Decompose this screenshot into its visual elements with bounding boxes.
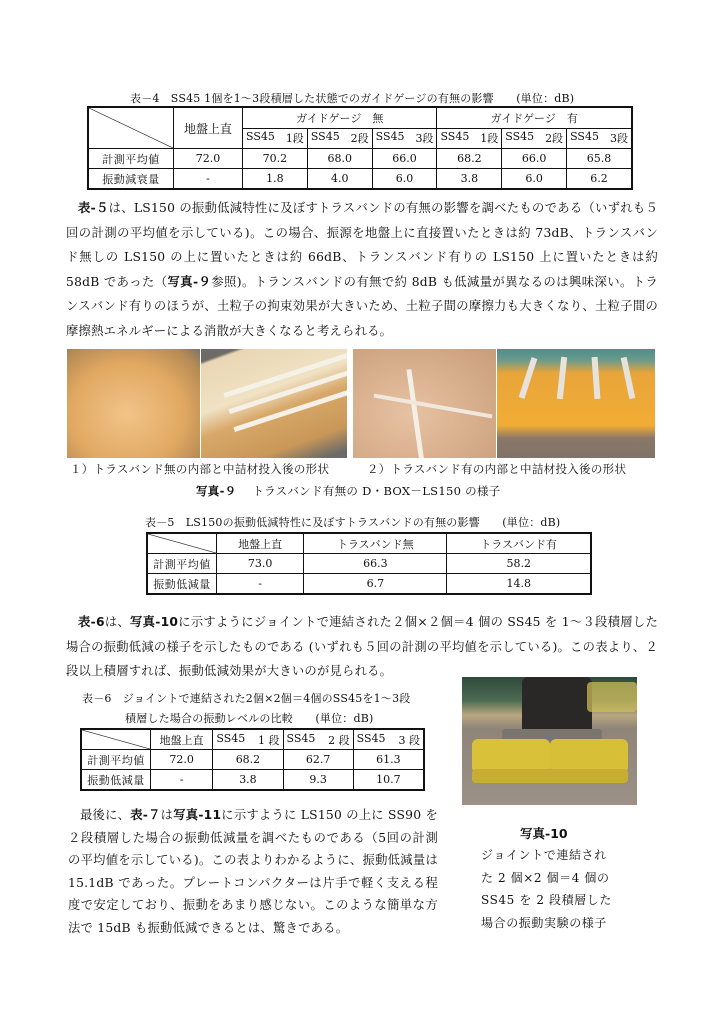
photo9-image-3 [353, 349, 496, 458]
photo9-caption: 写真-９ トラスバンド有無の D・BOX－LS150 の様子 [196, 484, 501, 498]
table4-subheader: SS45 2段 [307, 128, 372, 149]
paragraph-table7-discussion: 最後に、表-７は写真-11に示すように LS150 の上に SS90 を２段積層した場合の振動低減量を調べたものである（5回の計測の平均値を示している)。この表よりわかるように、振動低減量は 15.1dB であった。プレートコンパクターは片手で軽く支える程度で安定しており、振動をあまり感じない。このような簡単な方法で 15dB も振動低減できるとは、驚きである。 [68, 808, 438, 935]
photo10-label: 写真-10 [520, 826, 568, 841]
photo9-subcaption-1: １）トラスバンド無の内部と中詰材投入後の形状 [70, 462, 330, 476]
photo10-description: ジョイントで連結され た 2 個×2 個＝4 個の SS45 を 2 段積層した 場合の振動実験の様子 [481, 848, 612, 930]
table-row: 計測平均値 73.0 66.3 58.2 [147, 554, 591, 574]
ref-table7: 表-７ [130, 808, 161, 822]
photo10-image [462, 677, 637, 805]
table4 [87, 106, 633, 190]
table4-subheader: SS45 2段 [502, 128, 567, 149]
photo9-label: 写真-９ [196, 484, 237, 498]
table4-header-without: ガイドゲージ 無 [243, 107, 437, 128]
paragraph-table5-discussion: 表-５は、LS150 の振動低減特性に及ぼすトラスバンドの有無の影響を調べたものである（いずれも５回の計測の平均値を示している)。この場合、振源を地盤上に直接置いたときは約 73dB、トランスバンド無しの LS150 の上に置いたときは約 66dB、トランスバンド有りの LS150 上に置いたときは約 58dB であった（写真-９参照)。トランスバンドの有無で約 8dB も低減量が異なるのは興味深い。トランスバンド有りのほうが、土粒子の拘束効果が大きいため、土粒子間の摩擦力も大きくなり、土粒子間の摩擦熱エネルギーによる消散が大きくなると考えられる。 [66, 201, 659, 338]
table6-caption-line2: 積層した場合の振動レベルの比較 (単位：dB) [125, 712, 374, 725]
table4-header-with: ガイドゲージ 有 [437, 107, 632, 128]
table-row: 計測平均値 72.0 68.2 62.7 61.3 [81, 750, 424, 770]
table4-caption: 表－4 SS45 1個を1～3段積層した状態でのガイドゲージの有無の影響 (単位：dB) [130, 92, 575, 105]
photo9-image-2 [201, 349, 347, 458]
table4-corner [88, 107, 174, 149]
table6-corner [81, 729, 151, 750]
table-row: 振動低減量 - 6.7 14.8 [147, 574, 591, 595]
table-row: 計測平均値 72.0 70.2 68.0 66.0 68.2 66.0 65.8 [88, 149, 632, 169]
ref-photo11: 写真-11 [173, 808, 222, 822]
table4-subheader: SS45 3段 [372, 128, 437, 149]
table-row: 振動低減量 - 3.8 9.3 10.7 [81, 770, 424, 791]
table5-caption: 表－5 LS150の振動低減特性に及ぼすトラスバンドの有無の影響 (単位：dB) [145, 516, 561, 529]
table4-subheader: SS45 3段 [567, 128, 632, 149]
table-row: 振動減衰量 - 1.8 4.0 6.0 3.8 6.0 6.2 [88, 169, 632, 190]
table4-subheader: SS45 1段 [243, 128, 308, 149]
ref-photo9: 写真-９ [167, 274, 212, 289]
table6: 地盤上直 SS45 1 段 SS45 2 段 SS45 3 段 計測平均値 72.0 68.2 62.7 61.3 振動低減量 - 3.8 9.3 10.7 [80, 728, 425, 791]
table6-caption-line1: 表－6 ジョイントで連結された2個×2個＝4個のSS45を1～3段 [82, 692, 411, 705]
table5-corner [147, 533, 217, 554]
photo9-image-4 [497, 349, 655, 458]
photo9-image-1 [67, 349, 200, 458]
table5: 地盤上直 トラスバンド無 トラスバンド有 計測平均値 73.0 66.3 58.2 振動低減量 - 6.7 14.8 [146, 532, 592, 595]
paragraph-table6-discussion: 表-6は、写真-10に示すようにジョイントで連結された２個×２個＝4 個の SS45 を 1～３段積層した場合の振動低減の様子を示したものである (いずれも５回の計測の平均値を示している)。この表より、２段以上積層すれば、振動低減効果が大きいのが見られる。 [66, 615, 658, 678]
ref-photo10: 写真-10 [130, 615, 179, 629]
ref-table6: 表-6 [78, 615, 105, 629]
photo9-subcaption-2: ２）トラスバンド有の内部と中詰材投入後の形状 [367, 462, 627, 476]
ref-table5: 表-５ [78, 201, 109, 215]
table4-header-ground: 地盤上直 [174, 107, 243, 149]
table4-subheader: SS45 1段 [437, 128, 502, 149]
